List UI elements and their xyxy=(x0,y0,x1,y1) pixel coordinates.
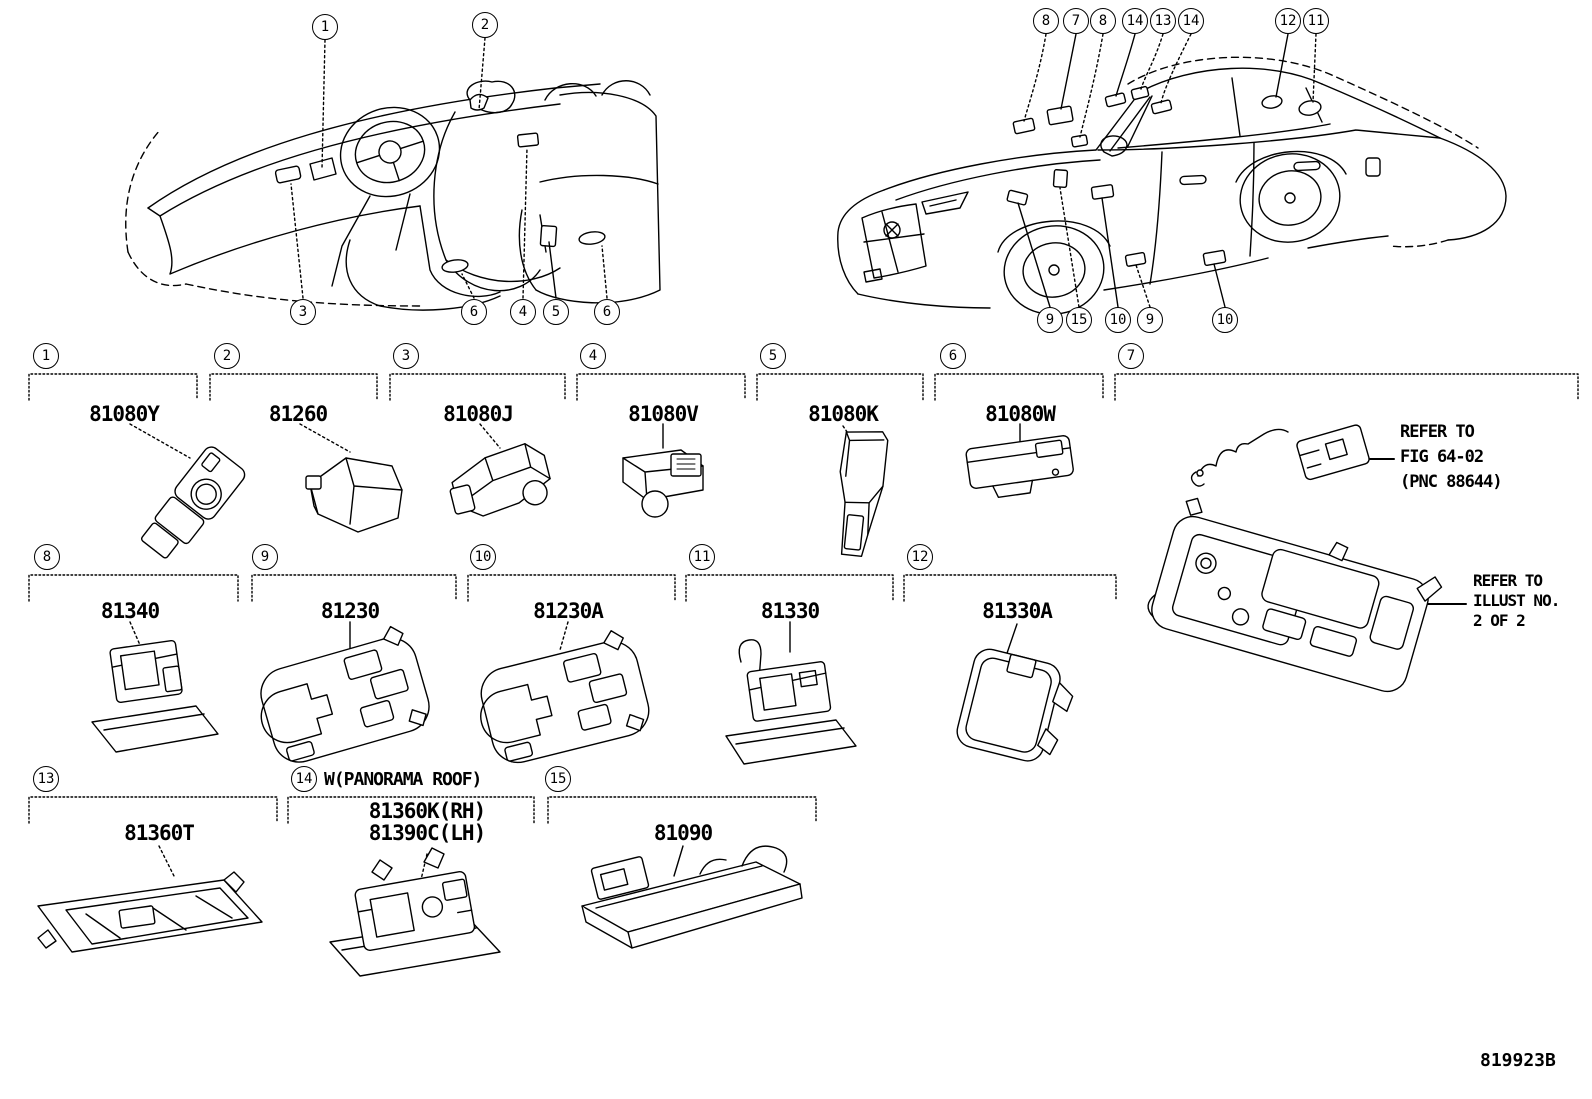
part-art-81080K xyxy=(832,428,889,558)
car-callout-8b[interactable]: 8 xyxy=(1090,8,1116,34)
part-art-81340 xyxy=(92,640,218,752)
interior-callout-5[interactable]: 5 xyxy=(543,299,569,325)
part-number-81080V[interactable]: 81080V xyxy=(628,402,698,426)
part-number-81080W[interactable]: 81080W xyxy=(985,402,1055,426)
part-art-81080V xyxy=(623,450,703,517)
group-callout-1[interactable]: 1 xyxy=(33,343,59,369)
group-callout-13[interactable]: 13 xyxy=(33,766,59,792)
refer-illust-note xyxy=(1473,571,1559,631)
group-callout-2[interactable]: 2 xyxy=(214,343,240,369)
part-art-81330 xyxy=(726,640,856,764)
part-art-81260 xyxy=(306,458,402,532)
group-callout-9[interactable]: 9 xyxy=(252,544,278,570)
part-number-81080K[interactable]: 81080K xyxy=(808,402,878,426)
panorama-roof-qualifier: W(PANORAMA ROOF) xyxy=(324,769,482,790)
interior-callout-1[interactable]: 1 xyxy=(312,14,338,40)
part-number-81390C-LH[interactable]: 81390C(LH) xyxy=(368,821,486,845)
part-number-81360K-RH[interactable]: 81360K(RH) xyxy=(368,799,486,823)
group-callout-8[interactable]: 8 xyxy=(34,544,60,570)
part-number-81230A[interactable]: 81230A xyxy=(533,599,603,623)
interior-callout-2[interactable]: 2 xyxy=(472,12,498,38)
interior-illustration xyxy=(126,38,660,310)
car-callout-7[interactable]: 7 xyxy=(1063,8,1089,34)
part-number-81330[interactable]: 81330 xyxy=(760,599,820,623)
refer-fig-note-line1: REFER TO xyxy=(1400,422,1474,442)
group-callout-11[interactable]: 11 xyxy=(689,544,715,570)
part-art-81080W xyxy=(965,435,1075,501)
part-number-81080Y[interactable]: 81080Y xyxy=(89,402,159,426)
part-art-81360K xyxy=(330,848,500,976)
refer-fig-note-line3: (PNC 88644) xyxy=(1400,472,1502,492)
refer-fig-note xyxy=(1400,420,1502,495)
group-callout-4[interactable]: 4 xyxy=(580,343,606,369)
interior-callout-6a[interactable]: 6 xyxy=(461,299,487,325)
refer-illust-note-line1: REFER TO xyxy=(1473,571,1543,590)
part-number-81360T[interactable]: 81360T xyxy=(124,821,194,845)
group-callout-3[interactable]: 3 xyxy=(393,343,419,369)
car-callout-14a[interactable]: 14 xyxy=(1122,8,1148,34)
part-number-81090[interactable]: 81090 xyxy=(653,821,713,845)
part-art-81230 xyxy=(246,622,435,770)
group-callout-5[interactable]: 5 xyxy=(760,343,786,369)
car-callout-14b[interactable]: 14 xyxy=(1178,8,1204,34)
part-number-81260[interactable]: 81260 xyxy=(268,402,328,426)
refer-fig-note-line2: FIG 64-02 xyxy=(1400,447,1484,467)
car-callout-11[interactable]: 11 xyxy=(1303,8,1329,34)
group-callout-14[interactable]: 14 xyxy=(291,766,317,792)
car-callout-10a[interactable]: 10 xyxy=(1105,307,1131,333)
part-number-81080J[interactable]: 81080J xyxy=(443,402,513,426)
part-art-81330A xyxy=(954,646,1079,768)
part-art-81090 xyxy=(582,846,802,948)
car-callout-8a[interactable]: 8 xyxy=(1033,8,1059,34)
car-callout-9b[interactable]: 9 xyxy=(1137,307,1163,333)
part-art-81360T xyxy=(38,872,262,952)
group-callout-7[interactable]: 7 xyxy=(1118,343,1144,369)
car-callout-15[interactable]: 15 xyxy=(1066,307,1092,333)
part-art-81080J xyxy=(443,440,555,524)
refer-illust-note-line3: 2 OF 2 xyxy=(1473,611,1525,630)
part-number-81340[interactable]: 81340 xyxy=(100,599,160,623)
car-illustration xyxy=(838,34,1506,322)
car-callout-12[interactable]: 12 xyxy=(1275,8,1301,34)
part-art-overhead-console xyxy=(1143,493,1446,698)
interior-callout-6b[interactable]: 6 xyxy=(594,299,620,325)
part-art-group7-wire xyxy=(1192,424,1371,486)
car-callout-9a[interactable]: 9 xyxy=(1037,307,1063,333)
refer-illust-note-line2: ILLUST NO. xyxy=(1473,591,1560,610)
figure-number: 819923B xyxy=(1480,1050,1556,1071)
car-callout-13[interactable]: 13 xyxy=(1150,8,1176,34)
group-callout-6[interactable]: 6 xyxy=(940,343,966,369)
car-callout-10b[interactable]: 10 xyxy=(1212,307,1238,333)
interior-callout-3[interactable]: 3 xyxy=(290,299,316,325)
group-callout-12[interactable]: 12 xyxy=(907,544,933,570)
interior-callout-4[interactable]: 4 xyxy=(510,299,536,325)
part-number-81230[interactable]: 81230 xyxy=(320,599,380,623)
part-art-81080Y xyxy=(137,444,247,567)
group-callout-15[interactable]: 15 xyxy=(545,766,571,792)
part-number-81330A[interactable]: 81330A xyxy=(982,599,1052,623)
group-callout-10[interactable]: 10 xyxy=(470,544,496,570)
